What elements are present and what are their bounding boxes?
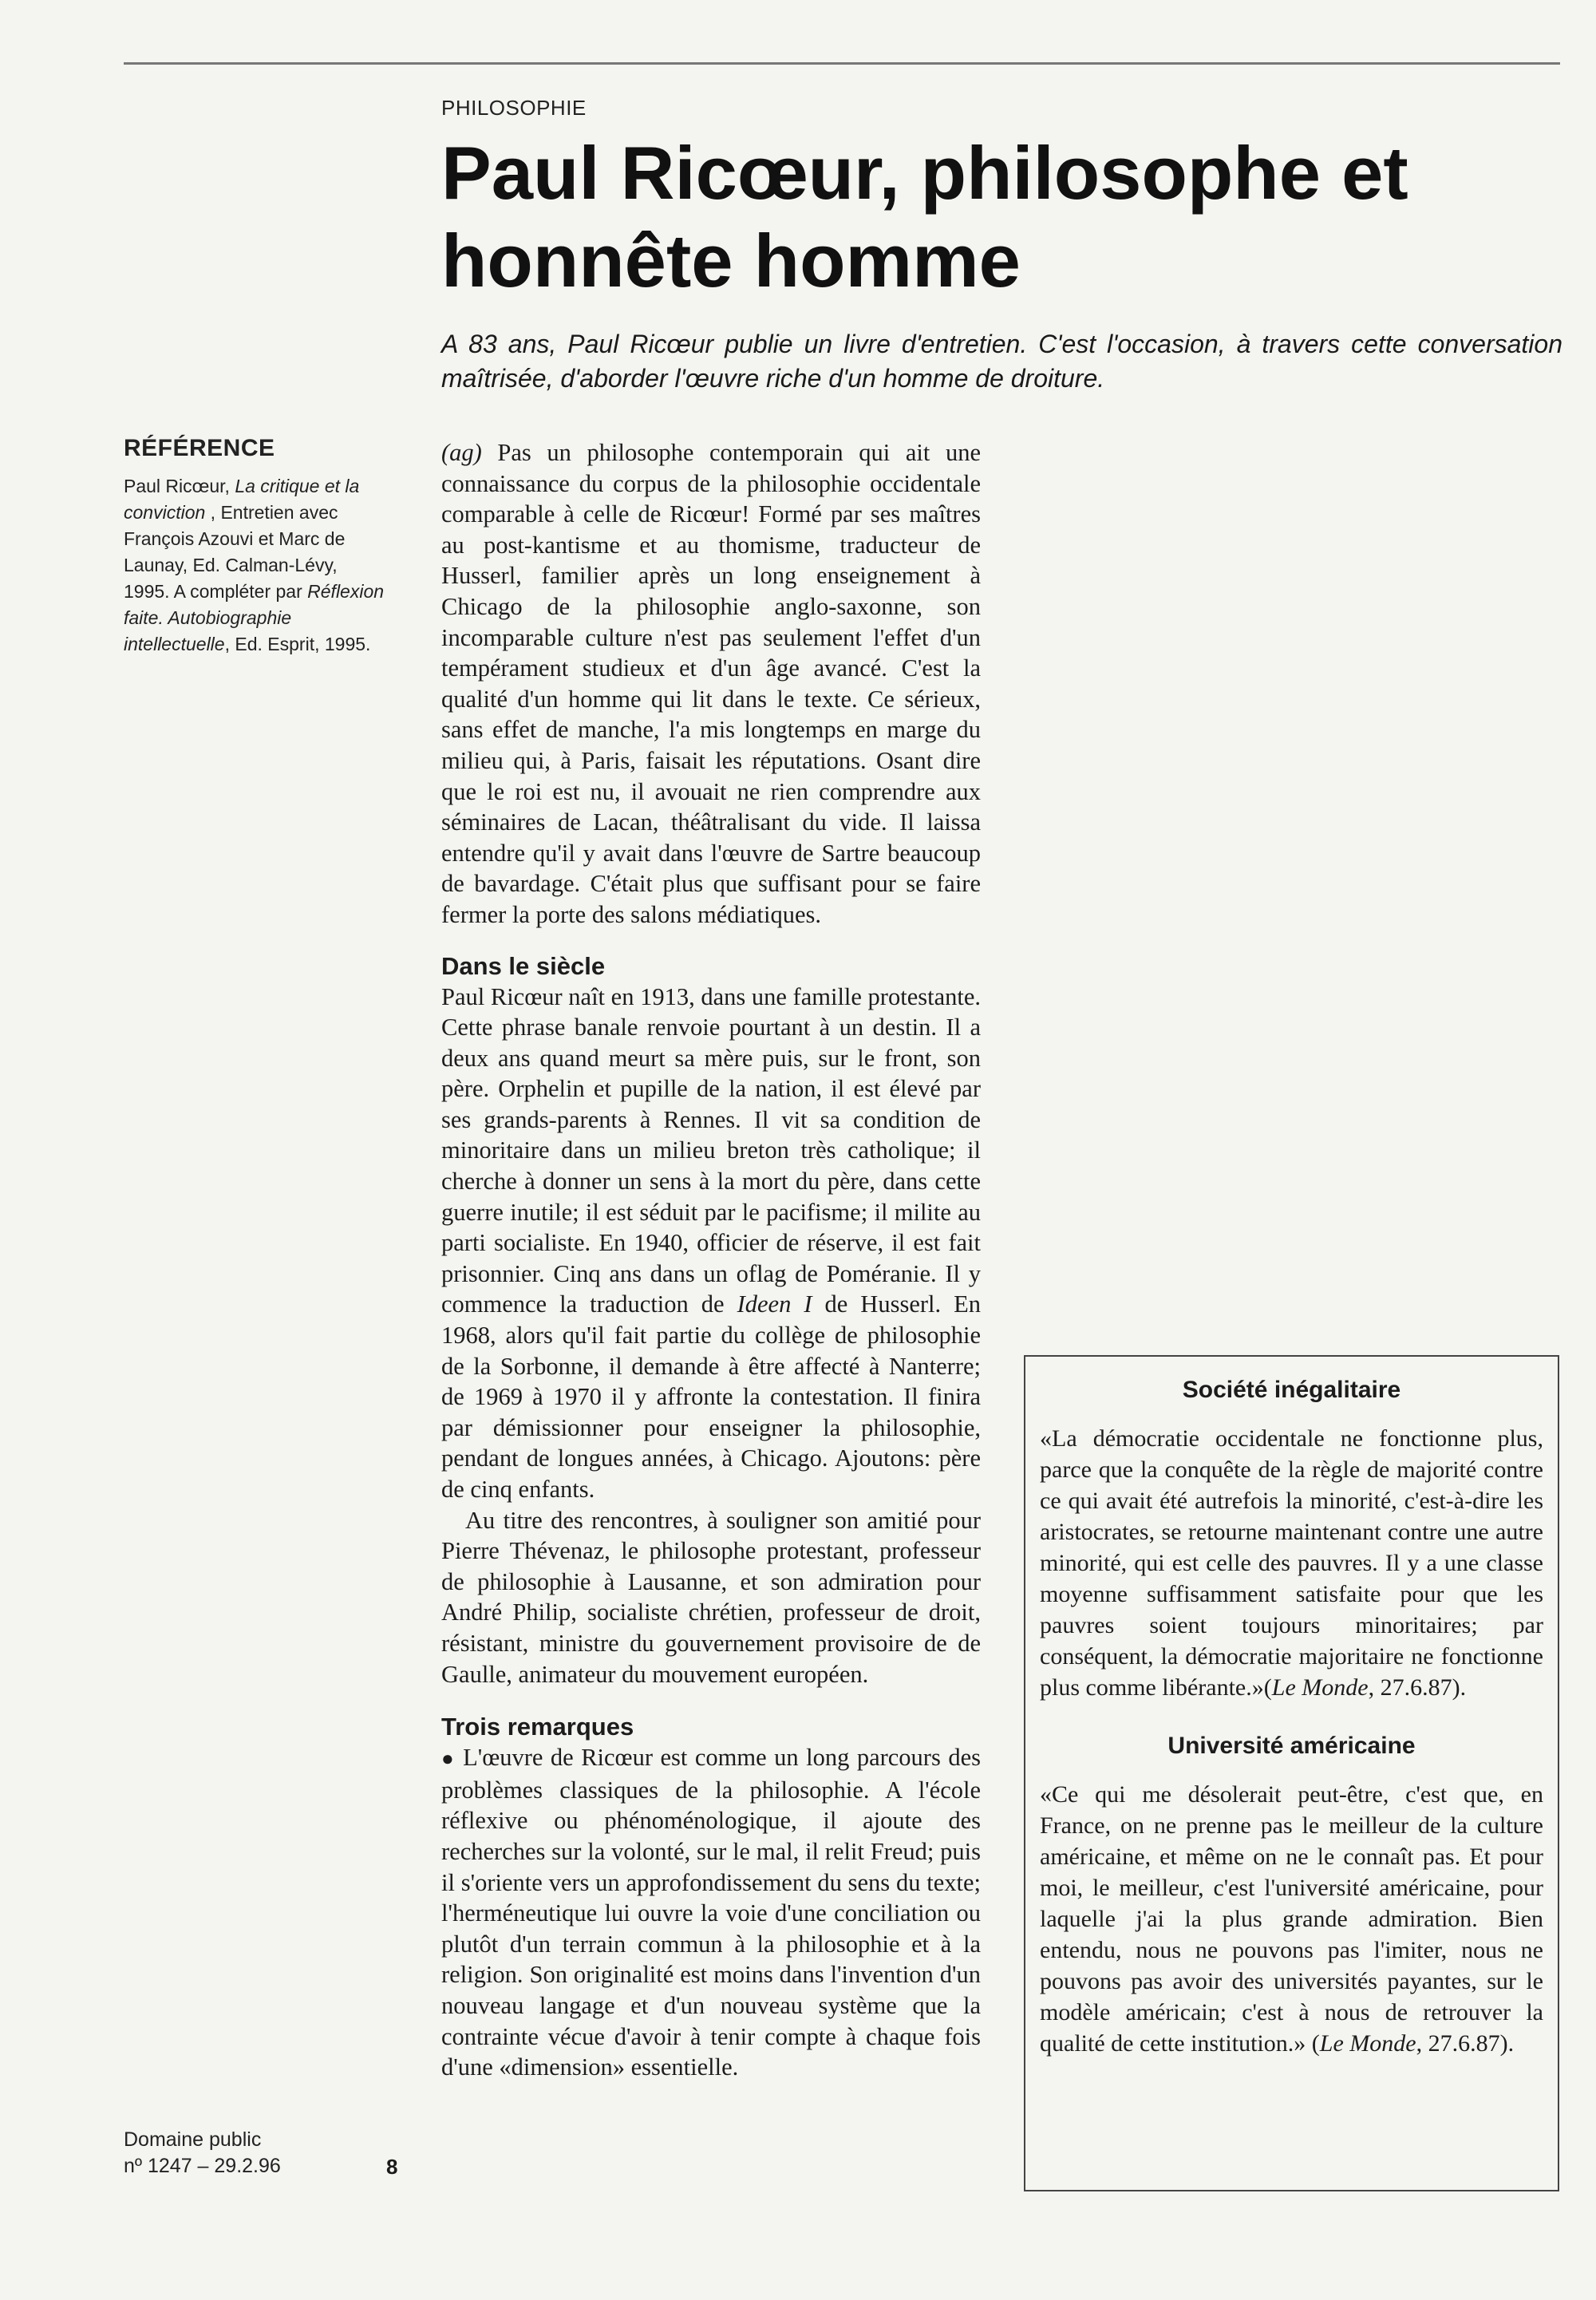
author-initials: (ag): [441, 439, 482, 466]
quote-paragraph: «La démocratie occidentale ne fonctionne plus, parce que la conquête de la règle de majorité contre ce qui avait été autrefois la minorité, c'est-à-dire les aristocrates, se retourne maintenant contre une autre minorité, qui est celle des pauvres. Il y a une classe moyenne suffisamment satisfaite pour que les pauvres soient toujours minoritaires; par conséquent, la démocratie majoritaire ne fonctionne plus comme libérante.»(Le Monde, 27.6.87).: [1040, 1425, 1543, 1701]
reference-heading: RÉFÉRENCE: [124, 435, 275, 461]
book-title: Ideen I: [737, 1290, 812, 1318]
subhead-dans-le-siecle: Dans le siècle: [441, 951, 606, 980]
reference-text: [124, 473, 387, 658]
article-column-1: [441, 437, 981, 2083]
top-rule: [124, 62, 1560, 65]
box-title-universite: Université américaine: [1167, 1733, 1416, 1759]
body-paragraph: Paul Ricœur naît en 1913, dans une famille protestante. Cette phrase banale renvoie pourtant à un destin. Il a deux ans quand meurt sa mère puis, sur le front, son père. Orphelin et pupille de la nation, il est élevé par ses grands-parents à Rennes. Il vit sa condition de minoritaire dans un milieu breton très catholique; il cherche à donner un sens à la mort du père, dans cette guerre inutile; il est séduit par le pacifisme; il milite au parti socialiste. En 1940, officier de réserve, il est fait prisonnier. Cinq ans dans un oflag de Poméranie. Il y commence la traduction de Ideen I de Husserl. En 1968, alors qu'il fait partie du collège de philosophie de la Sorbonne, il demande à être affecté à Nanterre; de 1969 à 1970 il y affronte la contestation. Il finira par démissionner pour enseigner la philosophie, pendant de longues années, à Chicago. Ajoutons: père de cinq enfants.: [441, 982, 981, 1503]
box-title-societe: Société inégalitaire: [1182, 1377, 1401, 1403]
quote-paragraph: «Ce qui me désolerait peut-être, c'est que, en France, on ne prenne pas le meilleur de la culture américaine, et même on ne le connaît pas. Et pour moi, le meilleur, c'est l'université américaine, pour laquelle j'ai la plus grande admiration. Bien entendu, nous ne pouvons pas l'imiter, nous ne pouvons pas avoir des universités payantes, sur le modèle américain; c'est à nous de retrouver la qualité de cette institution.» (Le Monde, 27.6.87).: [1040, 1781, 1543, 2057]
article-title: Paul Ricœur, philosophe et honnête homme: [441, 131, 1408, 302]
reference-details: , Entretien avec François Azouvi et Marc de Launay, Ed. Calman-Lévy, 1995. A compléter par: [124, 502, 346, 602]
publication-name: Domaine public: [124, 2128, 262, 2151]
newspaper-name: Le Monde: [1271, 1674, 1369, 1701]
reference-author: Paul Ricœur,: [124, 476, 235, 496]
article-lead: A 83 ans, Paul Ricœur publie un livre d'entretien. C'est l'occasion, à travers cette conversation maîtrisée, d'aborder l'œuvre riche d'un homme de droiture.: [441, 330, 1562, 393]
remark-paragraph: ● L'œuvre de Ricœur est comme un long parcours des problèmes classiques de la philosophie. A l'école réflexive ou phénoménologique, il ajoute des recherches sur la volonté, sur le mal, il relit Freud; puis il s'oriente vers un approfondissement du sens du texte; l'herméneutique lui ouvre la voie d'une conciliation ou plutôt d'un terrain commun à la philosophie et à la religion. Son originalité est moins dans l'invention d'un nouveau langage et d'un nouveau système que la contrainte vécue d'avoir à tenir compte à chaque fois d'une «dimension» essentielle.: [441, 1744, 981, 2081]
subhead-trois-remarques: Trois remarques: [441, 1713, 634, 1741]
publication-issue: nº 1247 – 29.2.96: [124, 2155, 281, 2177]
section-rubric: PHILOSOPHIE: [441, 96, 587, 120]
reference-sidebar: [124, 435, 387, 658]
reference-book-title: La critique et la conviction: [124, 476, 360, 523]
intro-paragraph: (ag) Pas un philosophe contemporain qui ait une connaissance du corpus de la philosophie occidentale comparable à celle de Ricœur! Formé par ses maîtres au post-kantisme et au thomisme, traducteur de Husserl, familier après un long enseignement à Chicago de la philosophie anglo-saxonne, son incomparable culture n'est pas seulement l'effet d'un tempérament studieux et d'un âge avancé. C'est la qualité d'un homme qui lit dans le texte. Ce sérieux, sans effet de manche, l'a mis longtemps en marge du milieu qui, à Paris, faisait les réputations. Osant dire que le roi est nu, il avouait ne rien comprendre aux séminaires de Lacan, théâtralisant du vide. Il laissa entendre qu'il y avait dans l'œuvre de Sartre beaucoup de bavardage. C'était plus que suffisant pour se faire fermer la porte des salons médiatiques.: [441, 439, 981, 928]
page-number: 8: [386, 2155, 398, 2179]
reference-publisher: , Ed. Esprit, 1995.: [224, 634, 371, 654]
bullet-icon: ●: [441, 1747, 456, 1771]
body-paragraph: Au titre des rencontres, à souligner son amitié pour Pierre Thévenaz, le philosophe protestant, professeur de philosophie à Lausanne, et son admiration pour André Philip, socialiste chrétien, professeur de droit, résistant, ministre du gouvernement provisoire de de Gaulle, animateur du mouvement européen.: [441, 1506, 981, 1688]
reference-book-title-2: Réflexion faite. Autobiographie intellectuelle: [124, 581, 385, 654]
quotes-box: [1024, 1355, 1559, 2191]
newspaper-name: Le Monde: [1319, 2030, 1416, 2057]
publication-footer: [124, 2127, 387, 2179]
